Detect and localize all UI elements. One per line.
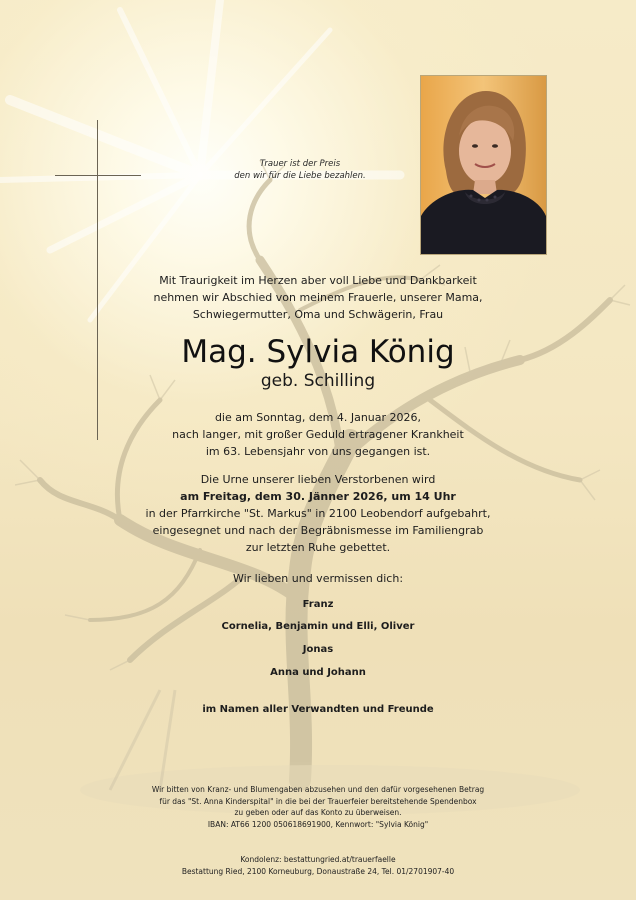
funeral-date: am Freitag, dem 30. Jänner 2026, um 14 Uhr xyxy=(180,490,456,503)
funeral-line-4: eingesegnet und nach der Begräbnismesse im Familiengrab xyxy=(152,524,484,537)
intro-line-3: Schwiegermutter, Oma und Schwägerin, Frau xyxy=(192,308,444,321)
mourner-name: Cornelia, Benjamin und Elli, Oliver xyxy=(221,621,415,632)
donation-iban: IBAN: AT66 1200 050618691900, Kennwort: "Sylvia König" xyxy=(207,819,429,829)
mourner-name: Anna und Johann xyxy=(270,667,366,678)
funeral-line-5: zur letzten Ruhe gebettet. xyxy=(245,541,391,554)
quote-line-2: den wir für die Liebe bezahlen. xyxy=(234,171,366,181)
donation-note xyxy=(80,784,556,830)
maiden-name: geb. Schilling xyxy=(260,371,376,391)
intro-line-1: Mit Traurigkeit im Herzen aber voll Liebe und Dankbarkeit xyxy=(159,274,477,287)
funeral-details xyxy=(80,471,556,556)
mourner-name: Jonas xyxy=(302,644,334,655)
quote-line-1: Trauer ist der Preis xyxy=(259,159,341,169)
death-notice xyxy=(80,409,556,460)
contact-info xyxy=(80,854,556,877)
intro-line-2: nehmen wir Abschied von meinem Frauerle, unserer Mama, xyxy=(153,291,483,304)
death-line-2: nach langer, mit großer Geduld ertragener Krankheit xyxy=(172,428,464,441)
mourner-name: Franz xyxy=(302,599,334,610)
donation-line-2: für das "St. Anna Kinderspital" in die bei der Trauerfeier bereitstehende Spendenbox xyxy=(159,796,477,806)
funeral-line-1: Die Urne unserer lieben Verstorbenen wird xyxy=(200,473,436,486)
portrait-photo xyxy=(420,75,547,255)
donation-line-3: zu geben oder auf das Konto zu überweisen. xyxy=(234,808,402,817)
intro-text xyxy=(80,272,556,323)
death-line-1: die am Sonntag, dem 4. Januar 2026, xyxy=(214,411,422,424)
love-line: Wir lieben und vermissen dich: xyxy=(232,572,404,585)
death-line-3: im 63. Lebensjahr von uns gegangen ist. xyxy=(205,445,431,458)
funeral-line-3: in der Pfarrkirche "St. Markus" in 2100 Leobendorf aufgebahrt, xyxy=(145,507,491,520)
condolence-link[interactable]: Kondolenz: bestattungried.at/trauerfaelle xyxy=(240,855,396,864)
relatives-line: im Namen aller Verwandten und Freunde xyxy=(202,704,434,715)
donation-line-1: Wir bitten von Kranz- und Blumengaben abzusehen und den dafür vorgesehenen Betrag xyxy=(151,785,485,794)
undertaker-address: Bestattung Ried, 2100 Korneuburg, Donaustraße 24, Tel. 01/2701907-40 xyxy=(181,866,455,876)
deceased-name: Mag. Sylvia König xyxy=(181,334,455,370)
memorial-quote xyxy=(225,158,375,182)
cross-horizontal-bar xyxy=(55,175,141,176)
